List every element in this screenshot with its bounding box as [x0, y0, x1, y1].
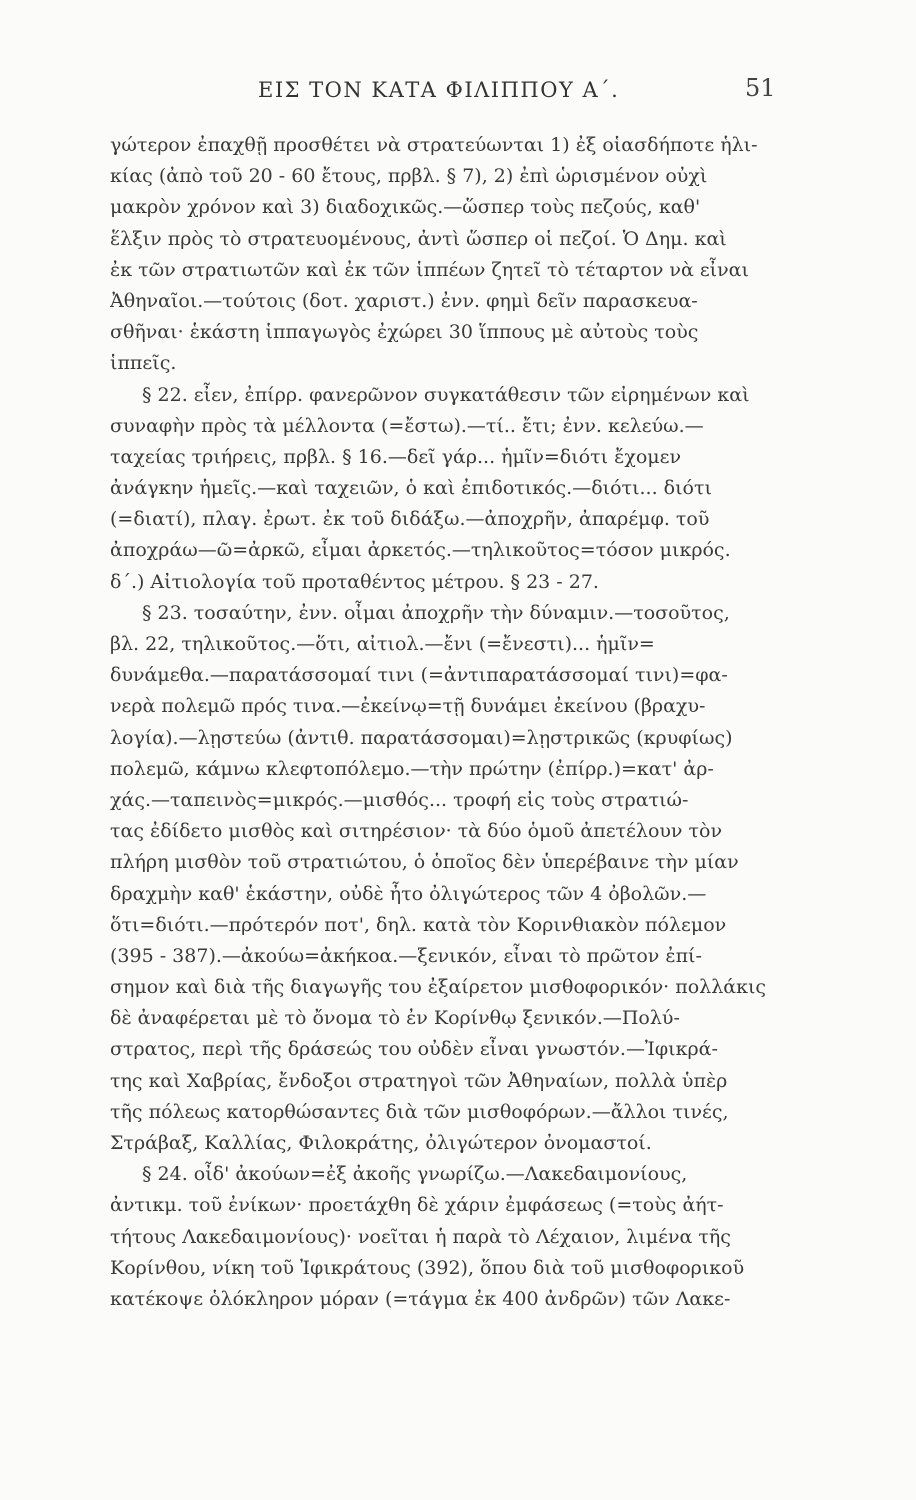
text-line: βλ. 22, τηλικοῦτος.—ὅτι, αἰτιολ.—ἔνι (=ἔνεστι)... ἡμῖν= — [110, 633, 655, 655]
text-line: κατέκοψε ὁλόκληρον μόραν (=τάγμα ἐκ 400 ἀνδρῶν) τῶν Λακε- — [110, 1287, 731, 1310]
commentary-text — [110, 130, 810, 1315]
text-line: μακρὸν χρόνον καὶ 3) διαδοχικῶς.—ὥσπερ τοὺς πεζούς, καθ' — [110, 196, 701, 219]
text-line: κίας (ἀπὸ τοῦ 20 - 60 ἔτους, πρβλ. § 7), 2) ἐπὶ ὡρισμένον οὐχὶ — [110, 165, 708, 188]
text-line: σθῆναι· ἑκάστη ἱππαγωγὸς ἐχώρει 30 ἵππους μὲ αὐτοὺς τοὺς — [110, 321, 699, 344]
text-line: § 23. τοσαύτην, ἐνν. οἶμαι ἀποχρῆν τὴν δύναμιν.—τοσοῦτος, — [142, 601, 730, 624]
text-line: ταχείας τριήρεις, πρβλ. § 16.—δεῖ γάρ... ἡμῖν=διότι ἔχομεν — [110, 445, 682, 468]
text-line: ἀποχράω—ῶ=ἀρκῶ, εἶμαι ἀρκετός.—τηλικοῦτος=τόσον μικρός. — [110, 539, 731, 562]
text-line: ἐκ τῶν στρατιωτῶν καὶ ἐκ τῶν ἱππέων ζητεῖ τὸ τέταρτον νὰ εἶναι — [110, 258, 749, 281]
text-line: συναφὴν πρὸς τὰ μέλλοντα (=ἔστω).—τί.. ἔτι; ἐνν. κελεύω.— — [110, 414, 704, 437]
text-line: τήτους Λακεδαιμονίους)· νοεῖται ἡ παρὰ τὸ Λέχαιον, λιμένα τῆς — [110, 1225, 731, 1248]
text-line: δ΄.) Αἰτιολογία τοῦ προταθέντος μέτρου. § 23 - 27. — [110, 570, 599, 593]
text-line: ἀντικμ. τοῦ ἐνίκων· προετάχθη δὲ χάριν ἐμφάσεως (=τοὺς ἀήτ- — [110, 1194, 724, 1217]
text-line: δυνάμεθα.—παρατάσσομαί τινι (=ἀντιπαρατάσσομαί τινι)=φα- — [110, 664, 728, 687]
text-line: τας ἐδίδετο μισθὸς καὶ σιτηρέσιον· τὰ δύο ὁμοῦ ἀπετέλουν τὸν — [110, 820, 723, 843]
text-line: ἀνάγκην ἡμεῖς.—καὶ ταχειῶν, ὁ καὶ ἐπιδοτικός.—διότι... διότι — [110, 477, 712, 500]
text-line: ἱππεῖς. — [110, 352, 177, 375]
page-number: 51 — [745, 74, 776, 102]
text-line: ὅτι=διότι.—πρότερόν ποτ', δηλ. κατὰ τὸν Κορινθιακὸν πόλεμον — [110, 913, 727, 936]
text-line: δραχμὴν καθ' ἑκάστην, οὐδὲ ἦτο ὀλιγώτερος τῶν 4 ὀβολῶν.— — [110, 882, 707, 905]
text-line: τῆς πόλεως κατορθώσαντες διὰ τῶν μισθοφόρων.—ἄλλοι τινές, — [110, 1100, 729, 1123]
text-line: της καὶ Χαβρίας, ἔνδοξοι στρατηγοὶ τῶν Ἀθηναίων, πολλὰ ὑπὲρ — [110, 1069, 728, 1092]
text-line: Ἀθηναῖοι.—τούτοις (δοτ. χαριστ.) ἐνν. φημὶ δεῖν παρασκευα- — [110, 289, 698, 312]
text-line: § 22. εἶεν, ἐπίρρ. φανερῶνον συγκατάθεσιν τῶν εἰρημένων καὶ — [142, 383, 750, 406]
text-line: πλήρη μισθὸν τοῦ στρατιώτου, ὁ ὁποῖος δὲν ὑπερέβαινε τὴν μίαν — [110, 851, 739, 874]
text-line: (=διατί), πλαγ. ἐρωτ. ἐκ τοῦ διδάξω.—ἀποχρῆν, ἀπαρέμφ. τοῦ — [110, 508, 710, 531]
text-line: δὲ ἀναφέρεται μὲ τὸ ὄνομα τὸ ἐν Κορίνθῳ ξενικόν.—Πολύ- — [110, 1007, 680, 1030]
text-line: λογία).—λῃστεύω (ἀντιθ. παρατάσσομαι)=λῃστρικῶς (κρυφίως) — [110, 726, 733, 749]
text-line: πολεμῶ, κάμνω κλεφτοπόλεμο.—τὴν πρώτην (ἐπίρρ.)=κατ' ἀρ- — [110, 757, 714, 780]
text-line: νερὰ πολεμῶ πρός τινα.—ἐκείνῳ=τῇ δυνάμει ἐκείνου (βραχυ- — [110, 695, 706, 718]
text-line: (395 - 387).—ἀκούω=ἀκήκοα.—ξενικόν, εἶναι τὸ πρῶτον ἐπί- — [110, 944, 702, 967]
running-head: ΕΙΣ ΤΟΝ ΚΑΤΑ ΦΙΛΙΠΠΟΥ Α΄. — [258, 78, 620, 102]
text-line: γώτερον ἐπαχθῇ προσθέτει νὰ στρατεύωνται 1) ἐξ οἱασδήποτε ἡλι- — [110, 134, 758, 156]
text-line: ἕλξιν πρὸς τὸ στρατευομένους, ἀντὶ ὥσπερ οἱ πεζοί. Ὁ Δημ. καὶ — [110, 227, 727, 250]
text-line: χάς.—ταπεινὸς=μικρός.—μισθός... τροφή εἰς τοὺς στρατιώ- — [110, 788, 689, 811]
text-line: Κορίνθου, νίκη τοῦ Ἰφικράτους (392), ὅπου διὰ τοῦ μισθοφορικοῦ — [110, 1256, 745, 1279]
text-line: στρατος, περὶ τῆς δράσεώς του οὐδὲν εἶναι γνωστόν.—Ἰφικρά- — [110, 1038, 718, 1061]
text-line: Στράβαξ, Καλλίας, Φιλοκράτης, ὀλιγώτερον ὀνομαστοί. — [110, 1132, 652, 1154]
text-line: σημον καὶ διὰ τῆς διαγωγῆς του ἐξαίρετον μισθοφορικόν· πολλάκις — [110, 976, 767, 999]
text-line: § 24. οἶδ' ἀκούων=ἐξ ἀκοῆς γνωρίζω.—Λακεδαιμονίους, — [142, 1163, 688, 1186]
